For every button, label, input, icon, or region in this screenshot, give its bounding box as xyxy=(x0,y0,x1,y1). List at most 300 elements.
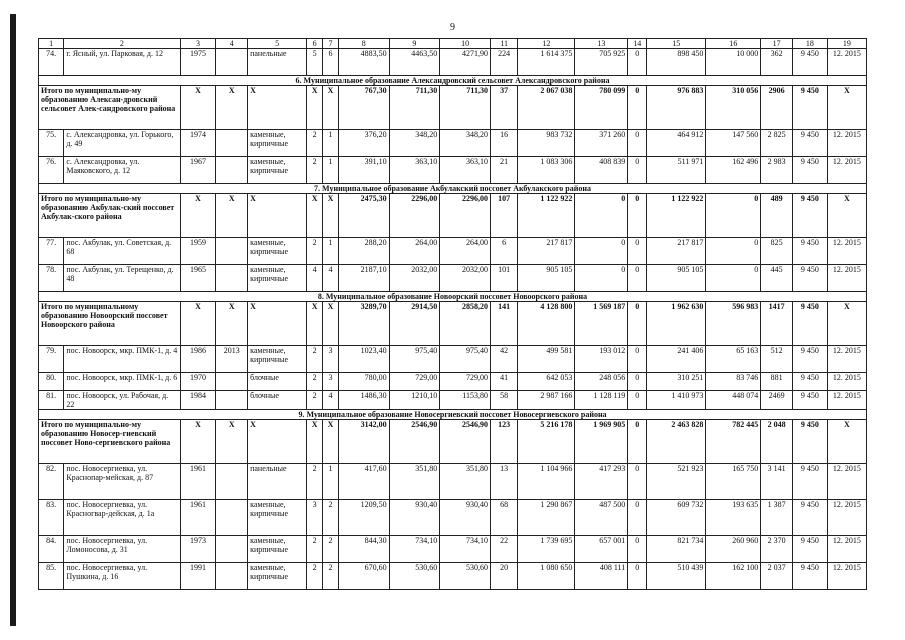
table-cell: 767,30 xyxy=(338,86,389,130)
column-number: 10 xyxy=(440,39,491,49)
table-cell: 2 xyxy=(307,536,323,563)
table-cell: пос. Новоорск, мкр. ПМК-1, д. 6 xyxy=(64,373,180,391)
table-cell: 9 450 xyxy=(792,194,827,238)
table-cell: 1 104 966 xyxy=(518,464,575,500)
table-cell: 376,20 xyxy=(338,130,389,157)
table-cell: 260 960 xyxy=(706,536,761,563)
table-cell: 0 xyxy=(628,536,647,563)
table-cell: 65 163 xyxy=(706,346,761,373)
table-cell: Итого по муниципальному образованию Новоорский поссовет Новоорского района xyxy=(39,302,181,346)
table-cell: 12. 2015 xyxy=(827,346,866,373)
table-cell: пос. Новосергиевка, ул. Красногвар-дейская, д. 1а xyxy=(64,500,180,536)
table-cell: 4271,90 xyxy=(440,49,491,76)
table-cell: X xyxy=(248,302,307,346)
table-cell: 2 067 038 xyxy=(518,86,575,130)
table-cell: пос. Акбулак, ул. Терещенко, д. 48 xyxy=(64,265,180,292)
table-cell: 9 450 xyxy=(792,238,827,265)
table-cell: 905 105 xyxy=(518,265,575,292)
table-cell: 2 xyxy=(307,563,323,590)
subtotal-row xyxy=(39,86,867,130)
table-cell: 657 001 xyxy=(575,536,628,563)
table-cell: панельные xyxy=(248,49,307,76)
table-cell: 241 406 xyxy=(647,346,706,373)
table-cell: 76. xyxy=(39,157,64,184)
table-cell: 9 450 xyxy=(792,391,827,410)
table-cell: 4 xyxy=(323,265,339,292)
table-cell: 2013 xyxy=(216,346,248,373)
section-heading-row xyxy=(39,184,867,194)
table-cell: 499 581 xyxy=(518,346,575,373)
table-cell: пос. Новосергиевка, ул. Ломоносова, д. 31 xyxy=(64,536,180,563)
table-cell: каменные, кирпичные xyxy=(248,500,307,536)
table-cell: 20 xyxy=(490,563,517,590)
table-cell: 9 450 xyxy=(792,500,827,536)
column-number: 9 xyxy=(389,39,440,49)
table-cell: 1967 xyxy=(180,157,216,184)
table-cell: 530,60 xyxy=(440,563,491,590)
column-number: 16 xyxy=(706,39,761,49)
table-cell: 2 048 xyxy=(761,420,793,464)
table-cell: 21 xyxy=(490,157,517,184)
table-cell: 844,30 xyxy=(338,536,389,563)
table-cell: 9 450 xyxy=(792,265,827,292)
column-number: 14 xyxy=(628,39,647,49)
table-cell: 351,80 xyxy=(389,464,440,500)
table-cell: 82. xyxy=(39,464,64,500)
table-cell: X xyxy=(180,194,216,238)
table-cell: 348,20 xyxy=(440,130,491,157)
table-cell: 58 xyxy=(490,391,517,410)
table-cell: 1961 xyxy=(180,464,216,500)
table-cell: 41 xyxy=(490,373,517,391)
table-cell: 2 370 xyxy=(761,536,793,563)
table-cell: 2469 xyxy=(761,391,793,410)
table-cell: 12. 2015 xyxy=(827,464,866,500)
table-cell: 408 839 xyxy=(575,157,628,184)
table-cell: 705 925 xyxy=(575,49,628,76)
table-cell xyxy=(216,500,248,536)
table-cell: 1 xyxy=(323,157,339,184)
subtotal-row xyxy=(39,302,867,346)
table-cell: 3 xyxy=(323,373,339,391)
table-cell: с. Александровка, ул. Маяковского, д. 12 xyxy=(64,157,180,184)
table-cell: блочные xyxy=(248,373,307,391)
table-cell: 2 xyxy=(307,130,323,157)
table-cell: 4463,50 xyxy=(389,49,440,76)
table-cell: 1 739 695 xyxy=(518,536,575,563)
table-cell: X xyxy=(323,302,339,346)
table-cell: 3 141 xyxy=(761,464,793,500)
table-cell: 6 xyxy=(490,238,517,265)
table-cell: 81. xyxy=(39,391,64,410)
table-cell: 2 xyxy=(307,238,323,265)
table-cell: 9 450 xyxy=(792,130,827,157)
table-row xyxy=(39,346,867,373)
column-number: 19 xyxy=(827,39,866,49)
table-cell: 1991 xyxy=(180,563,216,590)
table-body xyxy=(39,39,867,590)
table-cell: 1 083 306 xyxy=(518,157,575,184)
table-cell: 5 xyxy=(307,49,323,76)
table-cell: каменные, кирпичные xyxy=(248,238,307,265)
table-cell: 9 450 xyxy=(792,86,827,130)
table-cell xyxy=(216,373,248,391)
table-cell: 2 xyxy=(307,391,323,410)
table-cell: X xyxy=(827,302,866,346)
table-cell: X xyxy=(323,86,339,130)
table-cell: X xyxy=(827,420,866,464)
table-cell: 107 xyxy=(490,194,517,238)
table-cell: 2 xyxy=(323,500,339,536)
table-cell: 9 450 xyxy=(792,563,827,590)
table-cell xyxy=(216,265,248,292)
table-cell: 4 xyxy=(323,391,339,410)
table-cell: 3 xyxy=(323,346,339,373)
table-cell: X xyxy=(216,420,248,464)
table-cell: 4 xyxy=(307,265,323,292)
table-cell: каменные, кирпичные xyxy=(248,346,307,373)
table-cell: 12. 2015 xyxy=(827,391,866,410)
table-cell: каменные, кирпичные xyxy=(248,563,307,590)
column-number: 1 xyxy=(39,39,64,49)
table-cell: пос. Акбулак, ул. Советская, д. 68 xyxy=(64,238,180,265)
table-cell: 734,10 xyxy=(440,536,491,563)
table-cell: пос. Новосергиевка, ул. Пушкина, д. 16 xyxy=(64,563,180,590)
table-cell: 930,40 xyxy=(440,500,491,536)
table-cell: 1 387 xyxy=(761,500,793,536)
table-cell: X xyxy=(248,194,307,238)
table-cell: панельные xyxy=(248,464,307,500)
table-cell: 1959 xyxy=(180,238,216,265)
column-number: 7 xyxy=(323,39,339,49)
table-cell: 881 xyxy=(761,373,793,391)
table-cell: 193 012 xyxy=(575,346,628,373)
table-cell: 3289,70 xyxy=(338,302,389,346)
table-cell: 9 450 xyxy=(792,464,827,500)
table-cell: 2 xyxy=(323,536,339,563)
table-cell: 288,20 xyxy=(338,238,389,265)
table-cell: 2 037 xyxy=(761,563,793,590)
table-cell: 101 xyxy=(490,265,517,292)
table-cell: 975,40 xyxy=(389,346,440,373)
section-heading-row xyxy=(39,410,867,420)
table-cell: 729,00 xyxy=(440,373,491,391)
table-cell: 363,10 xyxy=(440,157,491,184)
table-cell: 448 074 xyxy=(706,391,761,410)
table-cell: 13 xyxy=(490,464,517,500)
table-cell: 141 xyxy=(490,302,517,346)
table-cell: 5 216 178 xyxy=(518,420,575,464)
table-cell: 248 056 xyxy=(575,373,628,391)
table-row xyxy=(39,464,867,500)
table-cell xyxy=(216,536,248,563)
table-row xyxy=(39,157,867,184)
table-cell: 1961 xyxy=(180,500,216,536)
table-cell: 417,60 xyxy=(338,464,389,500)
table-cell: 9 450 xyxy=(792,420,827,464)
column-number: 17 xyxy=(761,39,793,49)
table-cell: пос. Новоорск, ул. Рабочая, д. 22 xyxy=(64,391,180,410)
table-cell: пос. Новосергиевка, ул. Краснопар-мейская, д. 87 xyxy=(64,464,180,500)
table-cell: 78. xyxy=(39,265,64,292)
column-number: 4 xyxy=(216,39,248,49)
table-cell: 1153,80 xyxy=(440,391,491,410)
table-cell: 1 614 375 xyxy=(518,49,575,76)
table-cell: 1210,10 xyxy=(389,391,440,410)
table-cell: 351,80 xyxy=(440,464,491,500)
table-cell: 510 439 xyxy=(647,563,706,590)
table-cell: 975,40 xyxy=(440,346,491,373)
table-cell: 362 xyxy=(761,49,793,76)
table-cell xyxy=(216,157,248,184)
column-number: 18 xyxy=(792,39,827,49)
table-cell: 0 xyxy=(628,373,647,391)
table-cell: 825 xyxy=(761,238,793,265)
table-cell: 1974 xyxy=(180,130,216,157)
table-cell: 0 xyxy=(628,346,647,373)
table-row xyxy=(39,536,867,563)
table-cell: 2 463 828 xyxy=(647,420,706,464)
table-cell: 9 450 xyxy=(792,536,827,563)
table-cell: 930,40 xyxy=(389,500,440,536)
table-row xyxy=(39,238,867,265)
table-cell: 898 450 xyxy=(647,49,706,76)
table-cell: X xyxy=(307,194,323,238)
table-cell: 22 xyxy=(490,536,517,563)
table-cell: 417 293 xyxy=(575,464,628,500)
table-cell: 609 732 xyxy=(647,500,706,536)
table-cell: 1417 xyxy=(761,302,793,346)
table-cell: 12. 2015 xyxy=(827,536,866,563)
table-cell: 511 971 xyxy=(647,157,706,184)
section-heading: 7. Муниципальное образование Акбулакский поссовет Акбулакского района xyxy=(39,184,867,194)
table-cell: 1975 xyxy=(180,49,216,76)
column-number: 11 xyxy=(490,39,517,49)
table-cell: 162 100 xyxy=(706,563,761,590)
table-cell: 2296,00 xyxy=(389,194,440,238)
table-cell: 1986 xyxy=(180,346,216,373)
table-row xyxy=(39,49,867,76)
column-number: 5 xyxy=(248,39,307,49)
table-cell: X xyxy=(180,86,216,130)
section-heading-row xyxy=(39,292,867,302)
table-cell: 983 732 xyxy=(518,130,575,157)
table-cell: 84. xyxy=(39,536,64,563)
table-cell: 264,00 xyxy=(389,238,440,265)
table-cell: 0 xyxy=(628,238,647,265)
table-cell: X xyxy=(216,302,248,346)
table-cell: 780,00 xyxy=(338,373,389,391)
table-cell: 2032,00 xyxy=(440,265,491,292)
table-row xyxy=(39,391,867,410)
table-cell: 2296,00 xyxy=(440,194,491,238)
table-cell: 487 500 xyxy=(575,500,628,536)
table-cell: 2914,50 xyxy=(389,302,440,346)
table-cell: 12. 2015 xyxy=(827,563,866,590)
table-cell: 0 xyxy=(628,500,647,536)
table-cell: 0 xyxy=(628,391,647,410)
table-cell: 6 xyxy=(323,49,339,76)
table-cell: 0 xyxy=(628,49,647,76)
table-cell: 42 xyxy=(490,346,517,373)
table-cell: 0 xyxy=(628,194,647,238)
table-cell xyxy=(216,563,248,590)
table-cell: 310 056 xyxy=(706,86,761,130)
section-heading-row xyxy=(39,76,867,86)
table-cell: 711,30 xyxy=(440,86,491,130)
table-cell: 3142,00 xyxy=(338,420,389,464)
table-cell: 9 450 xyxy=(792,302,827,346)
table-cell: 2 xyxy=(307,346,323,373)
table-cell: 83. xyxy=(39,500,64,536)
table-cell: 1 410 973 xyxy=(647,391,706,410)
table-cell xyxy=(216,238,248,265)
table-cell: 642 053 xyxy=(518,373,575,391)
table-cell: 9 450 xyxy=(792,346,827,373)
table-cell: 391,10 xyxy=(338,157,389,184)
table-cell: 1 122 922 xyxy=(518,194,575,238)
table-row xyxy=(39,265,867,292)
table-cell: 0 xyxy=(628,265,647,292)
table-cell: 193 635 xyxy=(706,500,761,536)
table-cell: 80. xyxy=(39,373,64,391)
table-cell: 162 496 xyxy=(706,157,761,184)
table-cell: X xyxy=(307,420,323,464)
table-cell: 12. 2015 xyxy=(827,500,866,536)
table-cell: 0 xyxy=(628,464,647,500)
table-cell: 596 983 xyxy=(706,302,761,346)
table-cell: X xyxy=(827,194,866,238)
table-cell: 348,20 xyxy=(389,130,440,157)
table-cell: 2475,30 xyxy=(338,194,389,238)
table-cell: 12. 2015 xyxy=(827,238,866,265)
table-row xyxy=(39,563,867,590)
table-cell: 9 450 xyxy=(792,157,827,184)
table-cell: 1 962 630 xyxy=(647,302,706,346)
table-cell: 79. xyxy=(39,346,64,373)
table-cell: 729,00 xyxy=(389,373,440,391)
table-cell: 0 xyxy=(628,130,647,157)
table-cell: 75. xyxy=(39,130,64,157)
table-cell: каменные, кирпичные xyxy=(248,536,307,563)
table-cell: 0 xyxy=(575,265,628,292)
table-cell: 74. xyxy=(39,49,64,76)
table-cell: 445 xyxy=(761,265,793,292)
table-cell xyxy=(216,391,248,410)
subtotal-row xyxy=(39,194,867,238)
column-number: 6 xyxy=(307,39,323,49)
table-cell: 976 883 xyxy=(647,86,706,130)
table-cell: 2546,90 xyxy=(440,420,491,464)
table-cell: 1973 xyxy=(180,536,216,563)
section-heading: 6. Муниципальное образование Александровский сельсовет Александровского района xyxy=(39,76,867,86)
table-cell: 1 290 867 xyxy=(518,500,575,536)
table-cell: 734,10 xyxy=(389,536,440,563)
table-cell: X xyxy=(248,86,307,130)
table-cell xyxy=(216,130,248,157)
table-cell xyxy=(216,49,248,76)
column-number: 3 xyxy=(180,39,216,49)
page-number: 9 xyxy=(450,22,455,33)
column-number: 8 xyxy=(338,39,389,49)
table-cell: X xyxy=(180,420,216,464)
table-cell: 521 923 xyxy=(647,464,706,500)
table-cell: X xyxy=(216,194,248,238)
table-cell: 264,00 xyxy=(440,238,491,265)
table-cell: 224 xyxy=(490,49,517,76)
table-cell: 10 000 xyxy=(706,49,761,76)
table-cell: с. Александровка, ул. Горького, д. 49 xyxy=(64,130,180,157)
table-cell: X xyxy=(307,86,323,130)
table-cell: 123 xyxy=(490,420,517,464)
table-row xyxy=(39,373,867,391)
subtotal-row xyxy=(39,420,867,464)
column-number: 13 xyxy=(575,39,628,49)
table-cell: 0 xyxy=(706,194,761,238)
table-cell: каменные, кирпичные xyxy=(248,265,307,292)
table-cell: 0 xyxy=(628,420,647,464)
table-cell: 1970 xyxy=(180,373,216,391)
table-cell: 782 445 xyxy=(706,420,761,464)
table-cell: каменные, кирпичные xyxy=(248,130,307,157)
table-cell xyxy=(216,464,248,500)
table-cell: 0 xyxy=(628,157,647,184)
table-cell: 2546,90 xyxy=(389,420,440,464)
table-cell: 165 750 xyxy=(706,464,761,500)
table-cell: Итого по муниципально-му образованию Алексан-дровский сельсовет Алек-сандровского района xyxy=(39,86,181,130)
table-cell: 1 xyxy=(323,238,339,265)
table-cell: 217 817 xyxy=(647,238,706,265)
section-heading: 9. Муниципальное образование Новосергиевский поссовет Новосергиевского района xyxy=(39,410,867,420)
table-cell: 2 xyxy=(307,464,323,500)
column-number: 15 xyxy=(647,39,706,49)
table-cell: 147 560 xyxy=(706,130,761,157)
table-cell: 0 xyxy=(628,86,647,130)
housing-register-table xyxy=(38,38,867,590)
table-cell: 12. 2015 xyxy=(827,130,866,157)
table-cell: 2 825 xyxy=(761,130,793,157)
table-cell: 9 450 xyxy=(792,373,827,391)
column-number: 12 xyxy=(518,39,575,49)
table-cell: 530,60 xyxy=(389,563,440,590)
table-cell: 0 xyxy=(628,302,647,346)
table-cell: 489 xyxy=(761,194,793,238)
table-cell: 83 746 xyxy=(706,373,761,391)
table-row xyxy=(39,500,867,536)
table-cell: 1486,30 xyxy=(338,391,389,410)
table-cell: 77. xyxy=(39,238,64,265)
table-cell: X xyxy=(323,194,339,238)
table-cell: 1023,40 xyxy=(338,346,389,373)
table-cell: 37 xyxy=(490,86,517,130)
scan-page-edge xyxy=(10,14,16,626)
table-cell: 12. 2015 xyxy=(827,265,866,292)
table-cell: 2 987 166 xyxy=(518,391,575,410)
table-cell: X xyxy=(827,86,866,130)
column-number: 2 xyxy=(64,39,180,49)
table-cell: 780 099 xyxy=(575,86,628,130)
table-cell: 1 969 905 xyxy=(575,420,628,464)
table-cell: 12. 2015 xyxy=(827,373,866,391)
table-cell: 1 xyxy=(323,130,339,157)
table-cell: 0 xyxy=(706,265,761,292)
table-cell: каменные, кирпичные xyxy=(248,157,307,184)
table-cell: X xyxy=(323,420,339,464)
table-cell: Итого по муниципально-му образованию Новосер-гиевский поссовет Ново-сергиевского района xyxy=(39,420,181,464)
table-cell: X xyxy=(307,302,323,346)
table-cell: 2 xyxy=(307,373,323,391)
table-cell: 3 xyxy=(307,500,323,536)
